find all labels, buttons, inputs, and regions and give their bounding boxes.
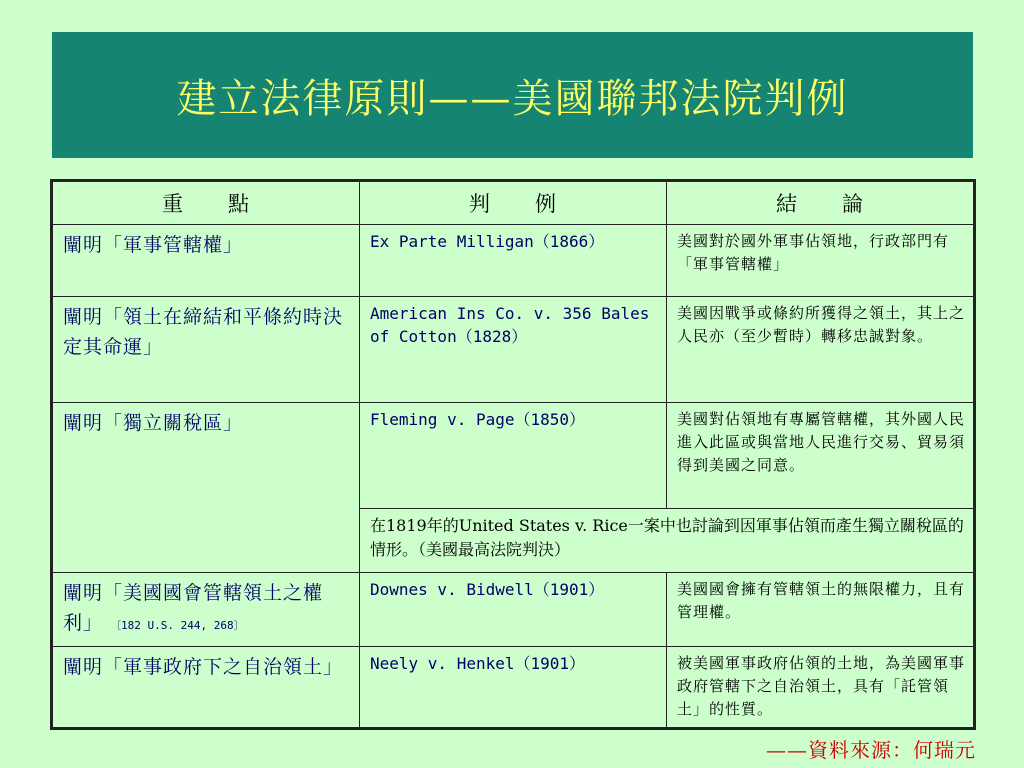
cell-point — [52, 403, 360, 573]
header-case: 判 例 — [360, 181, 667, 225]
page-title: 建立法律原則——美國聯邦法院判例 — [176, 75, 849, 122]
table-row — [52, 647, 975, 729]
conclusion-text: 美國國會擁有管轄領土的無限權力，且有管理權。 — [677, 580, 966, 621]
point-citation: 〔182 U.S. 244, 268〕 — [110, 619, 245, 632]
case-text: Neely v. Henkel（1901） — [370, 654, 586, 673]
cell-conclusion — [667, 297, 975, 403]
cell-point — [52, 647, 360, 729]
cell-conclusion — [667, 403, 975, 509]
table-row — [52, 225, 975, 297]
header-conclusion: 結 論 — [667, 181, 975, 225]
cell-case — [360, 403, 667, 509]
cell-case — [360, 647, 667, 729]
conclusion-text: 被美國軍事政府佔領的土地，為美國軍事政府管轄下之自治領土，具有「託管領土」的性質。 — [677, 654, 966, 718]
case-text: Fleming v. Page（1850） — [370, 410, 586, 429]
point-text: 闡明「軍事政府下之自治領土」 — [63, 656, 344, 678]
cell-point — [52, 297, 360, 403]
conclusion-text: 美國對於國外軍事佔領地，行政部門有「軍事管轄權」 — [677, 232, 950, 273]
cell-case — [360, 297, 667, 403]
case-text: Ex Parte Milligan（1866） — [370, 232, 605, 251]
cell-conclusion — [667, 573, 975, 647]
case-table — [50, 179, 976, 730]
point-text: 闡明「獨立關稅區」 — [63, 412, 244, 434]
table-row — [52, 403, 975, 509]
cell-conclusion — [667, 225, 975, 297]
extra-note-text: 在1819年的United States v. Rice一案中也討論到因軍事佔領而產生獨立關稅區的情形。（美國最高法院判決） — [370, 516, 964, 559]
cell-case — [360, 573, 667, 647]
cell-point — [52, 225, 360, 297]
point-text: 闡明「美國國會管轄領土之權利」 — [63, 582, 324, 634]
table-row — [52, 573, 975, 647]
case-text: American Ins Co. v. 356 Bales of Cotton（1828） — [370, 304, 650, 346]
header-key-point: 重 點 — [52, 181, 360, 225]
conclusion-text: 美國因戰爭或條約所獲得之領土，其上之人民亦（至少暫時）轉移忠誠對象。 — [677, 304, 966, 345]
case-text: Downes v. Bidwell（1901） — [370, 580, 605, 599]
point-text: 闡明「領土在締結和平條約時決定其命運」 — [63, 306, 344, 358]
point-text: 闡明「軍事管轄權」 — [63, 234, 244, 256]
cell-case — [360, 225, 667, 297]
title-banner — [52, 32, 973, 158]
conclusion-text: 美國對佔領地有專屬管轄權，其外國人民進入此區或與當地人民進行交易、貿易須得到美國之同意。 — [677, 410, 966, 474]
source-credit: ——資料來源：何瑞元 — [766, 738, 976, 762]
cell-extra-note — [360, 509, 975, 573]
cell-conclusion — [667, 647, 975, 729]
table-header-row — [52, 181, 975, 225]
table-row — [52, 297, 975, 403]
cell-point — [52, 573, 360, 647]
